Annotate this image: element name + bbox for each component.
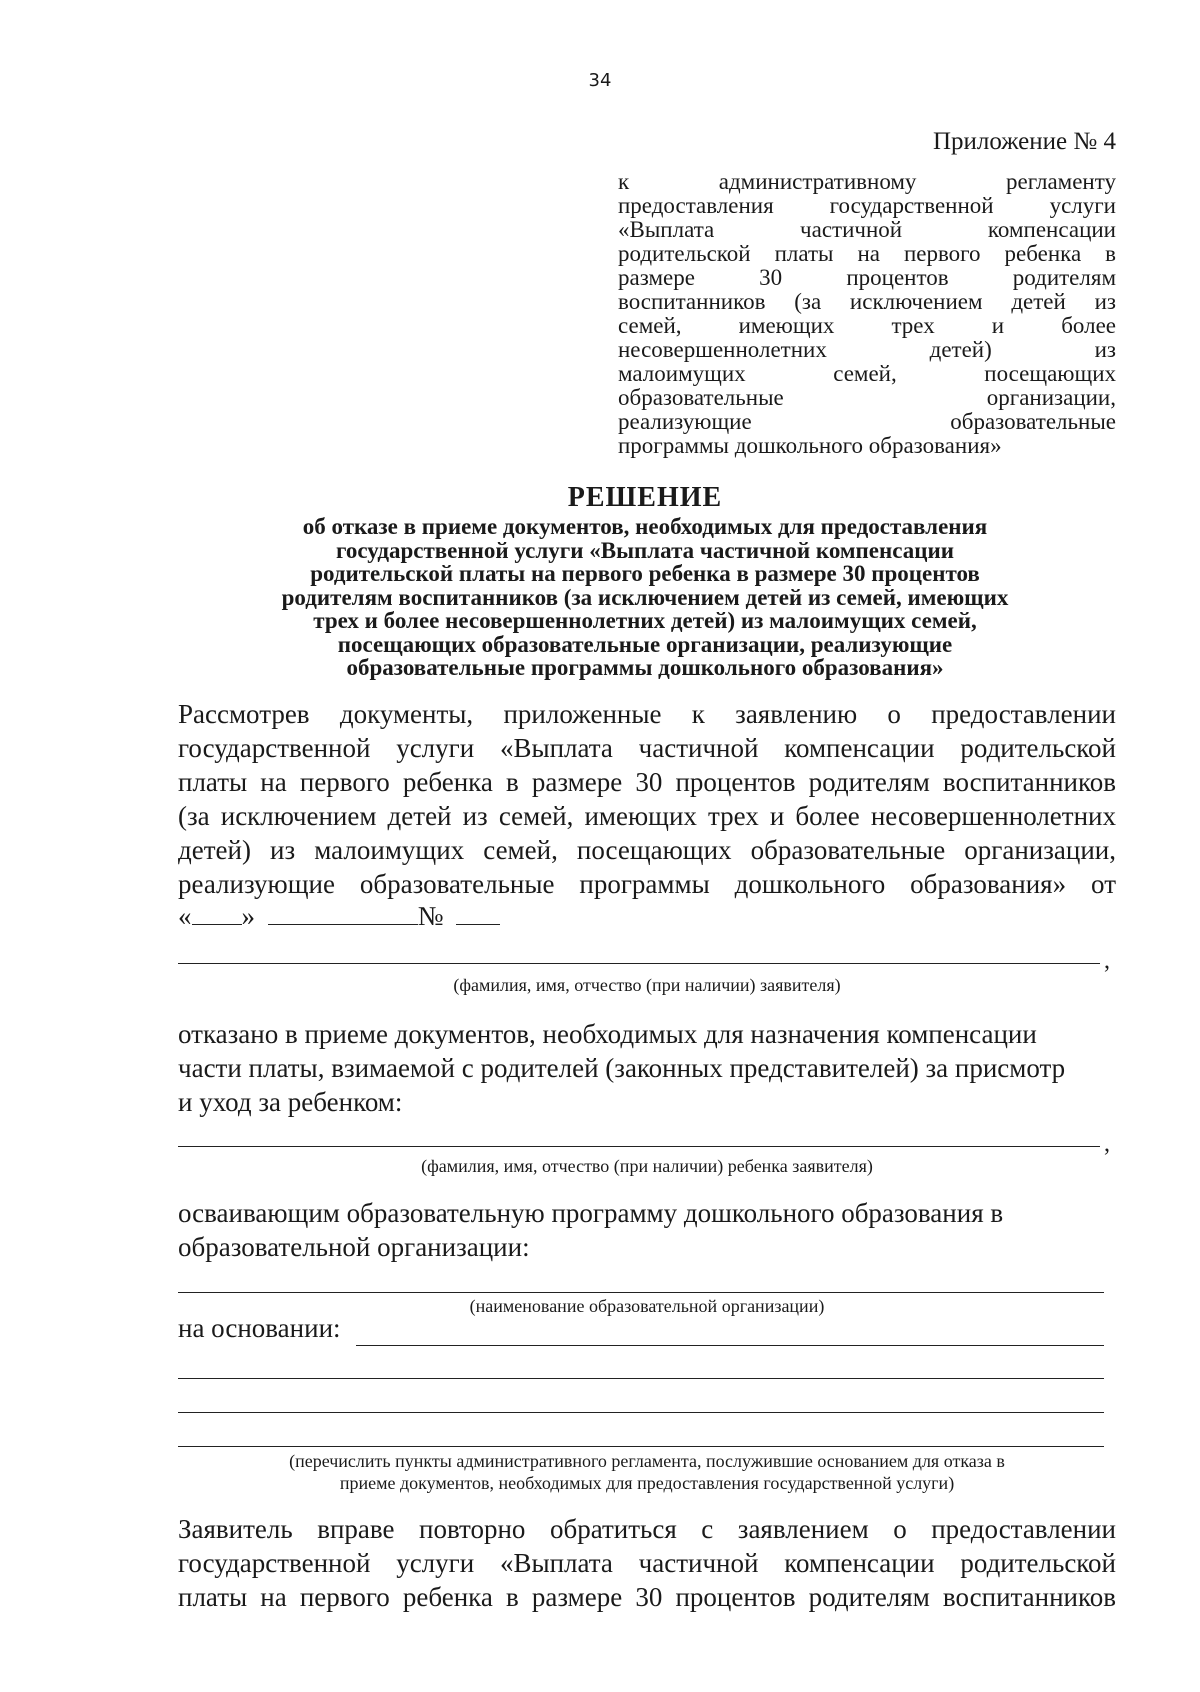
- caption-applicant: (фамилия, имя, отчество (при наличии) заявителя): [453, 975, 841, 995]
- decision-subtitle: [190, 515, 1100, 680]
- appendix-line: семей, имеющих трех и более: [618, 313, 1116, 338]
- appendix-line: родительской платы на первого ребенка в: [618, 241, 1116, 266]
- date-day-field[interactable]: [192, 902, 242, 925]
- child-name-field[interactable]: [178, 1146, 1100, 1147]
- paragraph-line: части платы, взимаемой с родителей (законных представителей) за присмотр: [178, 1053, 1066, 1083]
- subtitle-line: государственной услуги «Выплата частичной компенсации: [335, 537, 955, 563]
- paragraph-line: платы на первого ребенка в размере 30 процентов родителям воспитанников: [178, 767, 1116, 797]
- basis-field-1[interactable]: [356, 1345, 1104, 1346]
- appendix-line: малоимущих семей, посещающих: [618, 361, 1116, 386]
- basis-field-3[interactable]: [178, 1412, 1104, 1413]
- appendix-title: Приложение № 4: [932, 128, 1116, 155]
- organization-name-field[interactable]: [178, 1292, 1104, 1293]
- paragraph-program: [178, 1196, 1116, 1264]
- date-number-row: [178, 901, 500, 932]
- appendix-line: предоставления государственной услуги: [618, 193, 1116, 218]
- paragraph-reapply: [178, 1512, 1116, 1614]
- appendix-line: реализующие образовательные: [618, 409, 1116, 434]
- paragraph-line: реализующие образовательные программы дошкольного образования» от: [178, 869, 1116, 899]
- paragraph-line: (за исключением детей из семей, имеющих трех и более несовершеннолетних: [178, 801, 1116, 831]
- caption-basis-line: (перечислить пункты административного регламента, послужившие основанием для отказа в: [289, 1451, 1005, 1471]
- appendix-line: несовершеннолетних детей) из: [618, 337, 1116, 362]
- subtitle-line: посещающих образовательные организации, реализующие: [337, 631, 953, 657]
- number-sign: №: [417, 901, 444, 931]
- paragraph-line: государственной услуги «Выплата частичной компенсации родительской: [178, 733, 1116, 763]
- subtitle-line: родителям воспитанников (за исключением детей из семей, имеющих: [281, 584, 1009, 610]
- paragraph-line: и уход за ребенком:: [178, 1087, 403, 1117]
- document-number-field[interactable]: [456, 902, 500, 925]
- caption-child: (фамилия, имя, отчество (при наличии) ребенка заявителя): [421, 1156, 873, 1176]
- caption-organization: (наименование образовательной организации): [469, 1296, 825, 1316]
- date-open-quote: «: [178, 901, 192, 931]
- page-number: 34: [588, 70, 612, 91]
- basis-label: на основании:: [178, 1313, 341, 1343]
- paragraph-line: осваивающим образовательную программу дошкольного образования в: [178, 1198, 1004, 1228]
- subtitle-line: родительской платы на первого ребенка в размере 30 процентов: [310, 561, 980, 586]
- applicant-name-field[interactable]: [178, 963, 1100, 964]
- basis-field-4[interactable]: [178, 1446, 1104, 1447]
- paragraph-line: Рассмотрев документы, приложенные к заявлению о предоставлении: [178, 699, 1116, 729]
- date-month-year-field[interactable]: [268, 902, 418, 925]
- appendix-line: «Выплата частичной компенсации: [618, 217, 1116, 242]
- appendix-line: размере 30 процентов родителям: [618, 265, 1116, 290]
- appendix-line: воспитанников (за исключением детей из: [618, 289, 1116, 314]
- subtitle-line: образовательные программы дошкольного образования»: [346, 655, 944, 680]
- appendix-line: образовательные организации,: [618, 385, 1116, 410]
- basis-field-2[interactable]: [178, 1378, 1104, 1379]
- appendix-reference: [618, 170, 1116, 458]
- paragraph-review: [178, 697, 1116, 901]
- child-comma: ,: [1104, 1131, 1110, 1157]
- decision-heading: РЕШЕНИЕ: [567, 482, 723, 513]
- appendix-line: программы дошкольного образования»: [618, 433, 1002, 458]
- paragraph-line: платы на первого ребенка в размере 30 процентов родителям воспитанников: [178, 1582, 1116, 1612]
- caption-basis: [178, 1450, 1116, 1494]
- date-close-quote: »: [241, 901, 255, 931]
- caption-basis-line: приеме документов, необходимых для предоставления государственной услуги): [339, 1473, 955, 1493]
- subtitle-line: об отказе в приеме документов, необходимых для предоставления: [302, 514, 988, 539]
- paragraph-line: детей) из малоимущих семей, посещающих образовательные организации,: [178, 835, 1116, 865]
- appendix-line: к административному регламенту: [618, 169, 1116, 194]
- paragraph-line: государственной услуги «Выплата частичной компенсации родительской: [178, 1548, 1116, 1578]
- paragraph-line: образовательной организации:: [178, 1232, 530, 1262]
- subtitle-line: трех и более несовершеннолетних детей) из малоимущих семей,: [313, 608, 977, 633]
- applicant-comma: ,: [1104, 948, 1110, 974]
- paragraph-line: Заявитель вправе повторно обратиться с заявлением о предоставлении: [178, 1514, 1116, 1544]
- paragraph-refusal: [178, 1017, 1116, 1119]
- paragraph-line: отказано в приеме документов, необходимых для назначения компенсации: [178, 1019, 1037, 1049]
